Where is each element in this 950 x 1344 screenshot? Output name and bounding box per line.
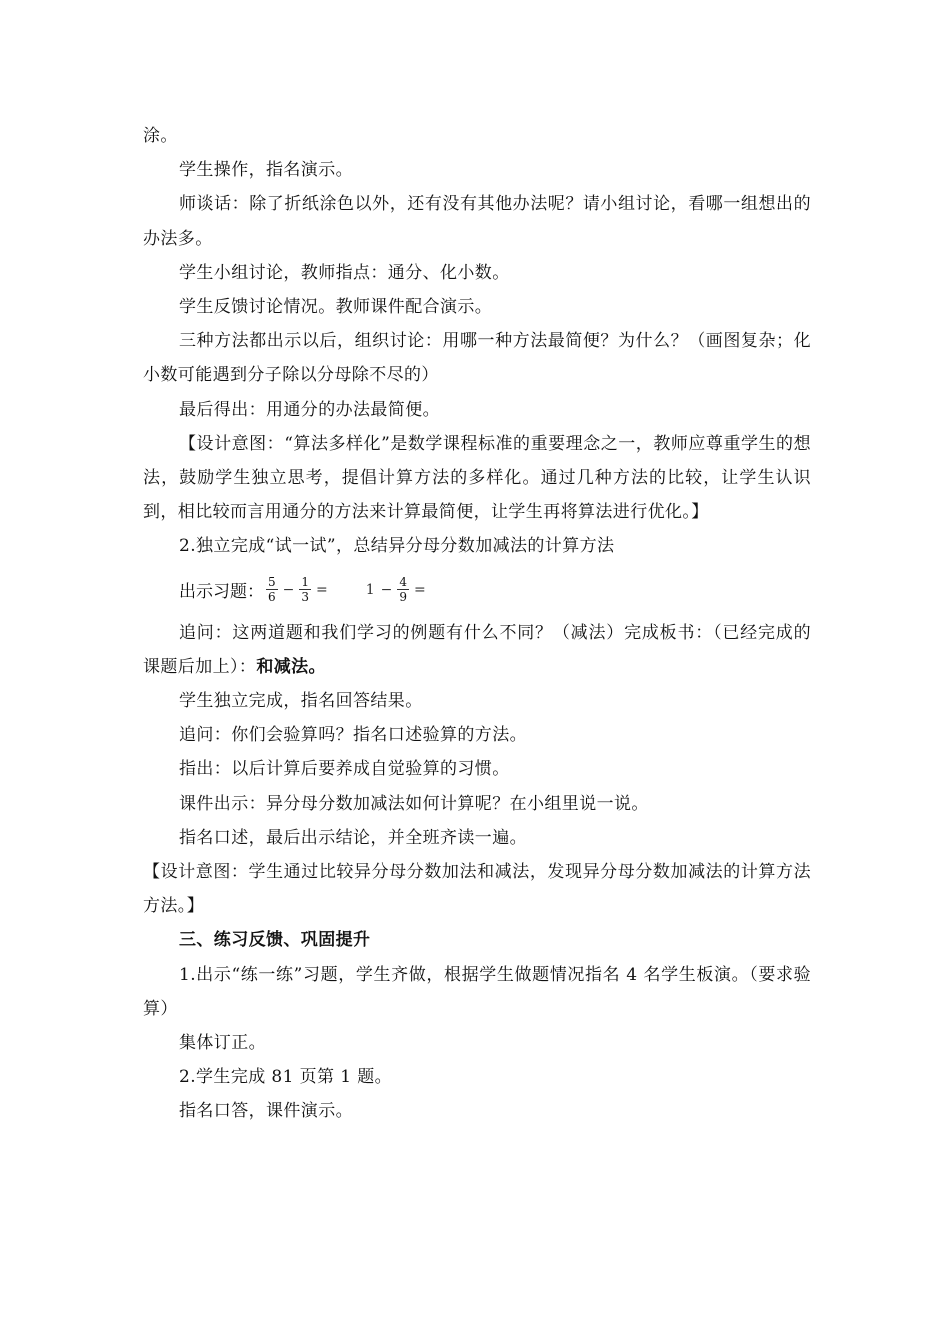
fraction [397, 575, 409, 604]
numerator: 1 [301, 575, 310, 590]
paragraph: 师谈话：除了折纸涂色以外，还有没有其他办法呢？请小组讨论，看哪一组想出的办法多。 [143, 194, 811, 249]
denominator: 6 [268, 590, 276, 605]
paragraph [143, 616, 811, 684]
paragraph: 1.出示“练一练”习题，学生齐做，根据学生做题情况指名 4 名学生板演。（要求验算） [143, 964, 811, 1019]
exercise-line [143, 564, 811, 616]
paragraph: 追问：你们会验算吗？指名口述验算的方法。 [179, 725, 527, 746]
denominator: 9 [399, 590, 408, 605]
design-intent-note: 【设计意图：“算法多样化”是数学课程标准的重要理念之一，教师应尊重学生的想法，鼓励学生独立思考，提倡计算方法的多样化。通过几种方法的比较，让学生认识到，相比较而言用通分的方法来计算最简便，让学生再将算法进行优化。】 [143, 433, 811, 523]
exercise-label: 出示习题： [179, 582, 264, 603]
paragraph: 指名口述，最后出示结论，并全班齐读一遍。 [179, 827, 527, 848]
denominator: 3 [301, 590, 310, 605]
paragraph: 学生操作，指名演示。 [179, 160, 353, 181]
paragraph: 学生独立完成，指名回答结果。 [179, 691, 423, 712]
paragraph: 指名口答，课件演示。 [179, 1101, 353, 1122]
fraction [299, 575, 311, 604]
paragraph: 学生反馈讨论情况。教师课件配合演示。 [179, 297, 493, 318]
paragraph: 最后得出：用通分的办法最简便。 [179, 399, 440, 420]
equals-sign: = [316, 581, 328, 598]
paragraph: 指出：以后计算后要养成自觉验算的习惯。 [179, 759, 510, 780]
numerator: 5 [268, 575, 276, 590]
followup-text: 追问：这两道题和我们学习的例题有什么不同？（减法）完成板书：（已经完成的课题后加上）： [143, 622, 811, 677]
paragraph: 三种方法都出示以后，组织讨论：用哪一种方法最简便？为什么？（画图复杂；化小数可能遇到分子除以分母除不尽的） [143, 331, 811, 386]
document-body [143, 119, 811, 1129]
paragraph: 2.学生完成 81 页第 1 题。 [179, 1067, 393, 1088]
whole-number: 1 [365, 581, 375, 598]
equals-sign: = [414, 581, 426, 598]
minus-sign: − [282, 581, 295, 598]
minus-sign: − [380, 581, 393, 598]
paragraph: 2.独立完成“试一试”，总结异分母分数加减法的计算方法 [179, 536, 615, 557]
followup-bold: 和减法。 [256, 656, 326, 677]
paragraph: 涂。 [143, 126, 178, 146]
section-heading: 三、练习反馈、巩固提升 [179, 930, 371, 951]
paragraph: 学生小组讨论，教师指点：通分、化小数。 [179, 262, 510, 283]
fraction [266, 575, 278, 604]
numerator: 4 [399, 575, 408, 590]
paragraph: 课件出示：异分母分数加减法如何计算呢？在小组里说一说。 [179, 793, 649, 814]
design-intent-note: 【设计意图：学生通过比较异分母分数加法和减法，发现异分母分数加减法的计算方法方法。】 [143, 862, 811, 917]
paragraph: 集体订正。 [179, 1033, 266, 1054]
